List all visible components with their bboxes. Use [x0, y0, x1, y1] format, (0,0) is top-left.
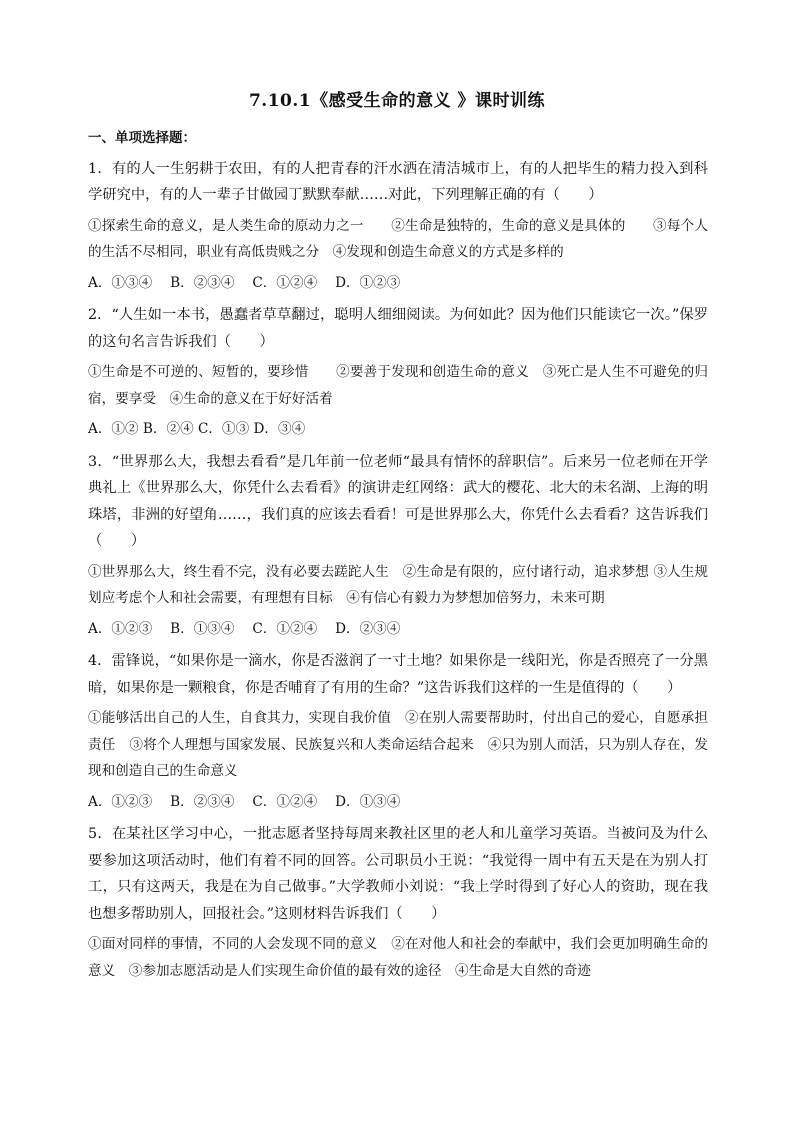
answer-choices: A．①②③ B．①③④ C．①②④ D．②③④ [88, 620, 401, 637]
content-body [88, 125, 708, 988]
question-stem: 1．有的人一生躬耕于农田，有的人把青春的汗水洒在清洁城市上，有的人把毕生的精力投入到科学研究中，有的人一辈子甘做园丁默默奉献……对此，下列理解正确的有（ ） [88, 160, 708, 203]
answer-choices: A．①③④ B．②③④ C．①②④ D．①②③ [88, 274, 401, 291]
question-2 [88, 302, 708, 443]
page-title: 7.10.1《感受生命的意义 》课时训练 [248, 91, 546, 111]
question-stem: 4．雷锋说，“如果你是一滴水，你是否滋润了一寸土地？如果你是一线阳光，你是否照亮了一分黑暗，如果你是一颗粮食，你是否哺育了有用的生命？”这告诉我们这样的一生是值得的（ ） [88, 653, 708, 696]
answer-choices: A．①② B．②④ C．①③ D．③④ [88, 421, 306, 437]
question-3 [88, 449, 708, 643]
answer-choices: A．①②③ B．②③④ C．①②④ D．①③④ [88, 793, 401, 810]
question-statements: ①探索生命的意义，是人类生命的原动力之一 ②生命是独特的，生命的意义是具体的 ③每个人的生活不尽相同，职业有高低贵贱之分 ④发现和创造生命意义的方式是多样的 [88, 217, 708, 260]
question-5 [88, 821, 708, 984]
section-heading: 一、单项选择题： [88, 130, 196, 146]
question-stem: 5．在某社区学习中心，一批志愿者坚持每周来教社区里的老人和儿童学习英语。当被问及为什么要参加这项活动时，他们有着不同的回答。公司职员小王说：“我觉得一周中有五天是在为别人打工，只有这两天，我是在为自己做事。”大学教师小刘说：“我上学时得到了好心人的资助，现在我也想多帮助别人，回报社会。”这则材料告诉我们（ ） [88, 826, 708, 922]
question-1 [88, 156, 708, 297]
question-4 [88, 648, 708, 815]
question-stem: 3．“世界那么大，我想去看看”是几年前一位老师“最具有情怀的辞职信”。后来另一位老师在开学典礼上《世界那么大，你凭什么去看看》的演讲走红网络：武大的樱花、北大的未名湖、上海的明珠塔，非洲的好望角……，我们真的应该去看看！可是世界那么大，你凭什么去看看？这告诉我们（ ） [88, 453, 708, 549]
question-statements: ①生命是不可逆的、短暂的，要珍惜 ②要善于发现和创造生命的意义 ③死亡是人生不可避免的归宿，要享受 ④生命的意义在于好好活着 [88, 364, 708, 407]
question-stem: 2．“人生如一本书，愚蠢者草草翻过，聪明人细细阅读。为何如此？因为他们只能读它一次。”保罗的这句名言告诉我们（ ） [88, 307, 708, 350]
question-statements: ①世界那么大，终生看不完，没有必要去蹉跎人生 ②生命是有限的，应付诸行动，追求梦想 ③人生规划应考虑个人和社会需要，有理想有目标 ④有信心有毅力为梦想加倍努力，未来可期 [88, 563, 708, 606]
question-statements: ①面对同样的事情，不同的人会发现不同的意义 ②在对他人和社会的奉献中，我们会更加明确生命的意义 ③参加志愿活动是人们实现生命价值的最有效的途径 ④生命是大自然的奇迹 [88, 936, 708, 979]
question-statements: ①能够活出自己的人生，自食其力，实现自我价值 ②在别人需要帮助时，付出自己的爱心，自愿承担责任 ③将个人理想与国家发展、民族复兴和人类命运结合起来 ④只为别人而活，只为别人存在，发现和创造自己的生命意义 [88, 710, 708, 779]
